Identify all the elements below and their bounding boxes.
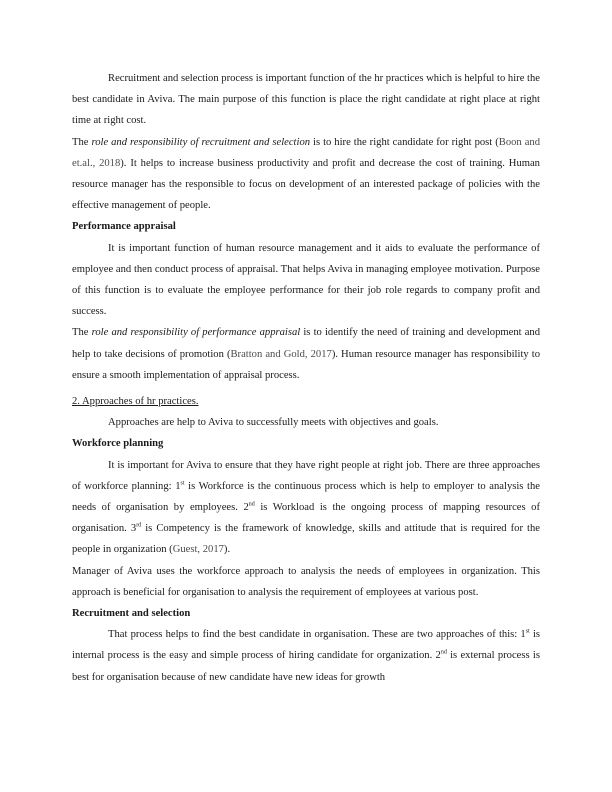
body-text: [72, 68, 540, 688]
paragraph-recruitment-approaches: That process helps to find the best candidate in organisation. These are two approaches of this: 1st is internal process is the easy and simple process of hiring candidate for organization. 2nd is external process is best for organisation because of new candidate have new ideas for growth: [72, 628, 541, 683]
emphasis-text: role and responsibility of performance appraisal: [91, 327, 301, 339]
section-heading-approaches: 2. Approaches of hr practices.: [72, 396, 199, 408]
citation: Bratton and Gold, 2017: [230, 348, 332, 360]
paragraph-approaches: Approaches are help to Aviva to successfully meets with objectives and goals.: [108, 417, 439, 429]
paragraph-performance-intro: It is important function of human resource management and it aids to evaluate the performance of employee and then conduct process of appraisal. That helps Aviva in managing employee motivation. Purpose of this function is to evaluate the employee performance for their job role regards to company profit and success.: [72, 242, 540, 318]
citation: Guest, 2017: [172, 544, 224, 556]
heading-workforce-planning: Workforce planning: [72, 438, 164, 450]
heading-recruitment-selection: Recruitment and selection: [72, 608, 191, 620]
emphasis-text: role and responsibility of recruitment and selection: [91, 136, 311, 148]
paragraph-performance-role: The role and responsibility of performance appraisal is to identify the need of training and development and help to take decisions of promotion (Bratton and Gold, 2017). Human resource manager has responsibility to ensure a smooth implementation of appraisal process.: [72, 327, 541, 381]
heading-performance-appraisal: Performance appraisal: [72, 221, 176, 233]
citation: Boon and et.al., 2018: [72, 136, 541, 169]
paragraph-recruitment-role: The role and responsibility of recruitment and selection is to hire the right candidate for right post (Boon and et.al., 2018). It helps to increase business productivity and profit and decrease the cost of training. Human resource manager has the responsible to focus on development of an interested package of policies with the effective management of people.: [72, 136, 541, 212]
paragraph-workforce-manager: Manager of Aviva uses the workforce approach to analysis the needs of employees in organization. This approach is beneficial for organisation to analysis the requirement of employees at various post.: [72, 565, 540, 598]
paragraph-workforce-approaches: It is important for Aviva to ensure that they have right people at right job. There are three approaches of workforce planning: 1st is Workforce is the continuous process which is help to employer to analysis the needs of organisation by employees. 2nd is Workload is the ongoing process of mapping resources of organisation. 3rd is Competency is the framework of knowledge, skills and attitude that is required for the people in organization (Guest, 2017).: [72, 459, 541, 556]
paragraph-recruitment-intro: Recruitment and selection process is important function of the hr practices which is helpful to hire the best candidate in Aviva. The main purpose of this function is place the right candidate at right place at right time at right cost.: [72, 73, 540, 127]
